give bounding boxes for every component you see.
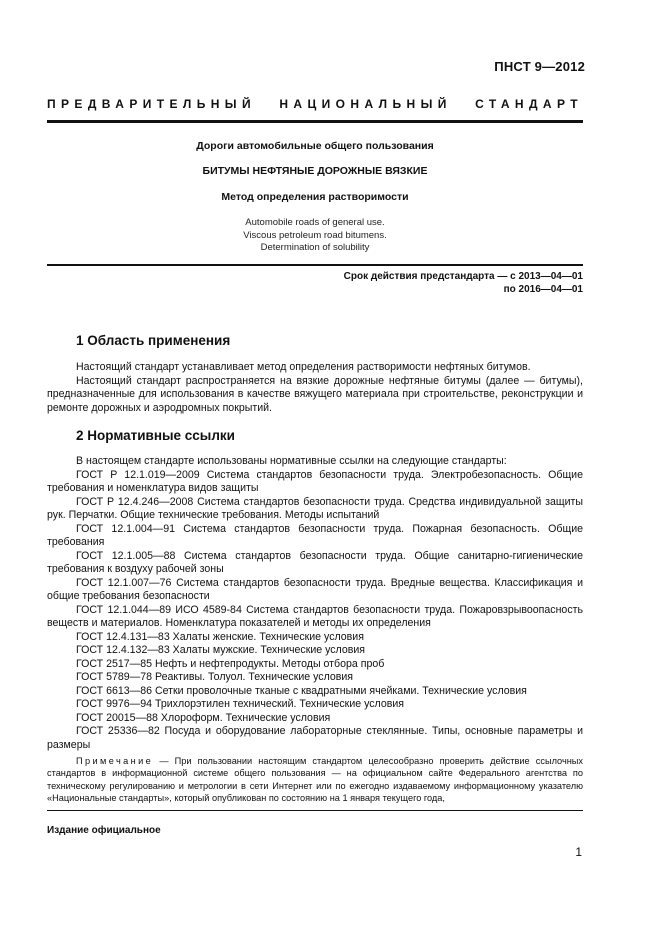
reference-item: ГОСТ 2517—85 Нефть и нефтепродукты. Методы отбора проб [76,657,385,670]
reference-item: ГОСТ 9976—94 Трихлорэтилен технический. Технические условия [76,698,405,710]
reference-item: ГОСТ 6613—86 Сетки проволочные тканые с квадратными ячейками. Технические условия [76,684,527,697]
document-code: ПНСТ 9—2012 [494,59,585,74]
note-label: Примечание [76,756,154,766]
banner-word-national: НАЦИОНАЛЬНЫЙ [279,97,452,111]
title-divider [47,264,583,266]
section-2-heading: 2 Нормативные ссылки [76,428,235,443]
title-line-3: Метод определения растворимости [221,191,409,203]
page-number: 1 [575,845,582,859]
reference-item: ГОСТ Р 12.1.019—2009 Система стандартов безопасности труда. Электробезопасность. Общие требования и номенклатура видов защиты [47,468,583,494]
reference-item: ГОСТ 12.1.044—89 ИСО 4589-84 Система стандартов безопасности труда. Пожаровзрывоопасность веществ и материалов. Номенклатура показателей и методы их определения [47,603,583,629]
section-1-body [47,361,583,415]
reference-item: ГОСТ 12.4.131—83 Халаты женские. Технические условия [76,630,364,643]
english-title-line-2: Viscous petroleum road bitumens. [243,229,387,241]
note-paragraph [47,755,583,804]
validity-period [344,270,583,296]
reference-item: ГОСТ 25336—82 Посуда и оборудование лабораторные стеклянные. Типы, основные параметры и размеры [47,725,583,751]
banner-word-standard: СТАНДАРТ [475,97,583,111]
section-2-body [47,455,583,752]
reference-item: ГОСТ 5789—78 Реактивы. Толуол. Технические условия [76,671,354,683]
title-line-2: БИТУМЫ НЕФТЯНЫЕ ДОРОЖНЫЕ ВЯЗКИЕ [202,165,428,177]
reference-item: ГОСТ 12.1.004—91 Система стандартов безопасности труда. Пожарная безопасность. Общие требования [47,522,583,548]
section-1-paragraph: Настоящий стандарт устанавливает метод определения растворимости нефтяных битумов. [76,361,531,373]
footer-divider [47,810,583,811]
standard-banner [47,97,583,111]
section-1-paragraph: Настоящий стандарт распространяется на вязкие дорожные нефтяные битумы (далее — битумы), предназначенные для использования в качестве вяжущего материала при строительстве, реконструкции и ремонте дорожных и аэродромных покрытий. [47,374,583,414]
title-line-1: Дороги автомобильные общего пользования [196,140,434,152]
validity-line-2: по 2016—04—01 [503,284,583,295]
note-text: — При пользовании настоящим стандартом целесообразно проверить действие ссылочных стандартов в информационной системе общего пользования — на официальном сайте Федерального агентства по техническому регулированию и метрологии в сети Интернет или по ежегодно издаваемому информационному указателю «Национальные стандарты», который опубликован по состоянию на 1 января текущего года, [47,756,583,803]
english-title [47,217,583,255]
references-intro: В настоящем стандарте использованы нормативные ссылки на следующие стандарты: [76,455,507,467]
banner-divider [47,120,583,123]
validity-line-1: Срок действия предстандарта — с 2013—04—01 [343,271,583,282]
reference-item: ГОСТ 20015—88 Хлороформ. Технические условия [76,711,331,724]
reference-item: ГОСТ 12.1.005—88 Система стандартов безопасности труда. Общие санитарно-гигиенические требования к воздуху рабочей зоны [47,549,583,575]
reference-item: ГОСТ Р 12.4.246—2008 Система стандартов безопасности труда. Средства индивидуальной защиты рук. Перчатки. Общие технические требования. Методы испытаний [47,495,583,521]
references-note [47,755,583,804]
english-title-line-3: Determination of solubility [260,242,370,253]
official-edition-label: Издание официальное [47,825,161,836]
english-title-line-1: Automobile roads of general use. [245,217,385,228]
banner-word-preliminary: ПРЕДВАРИТЕЛЬНЫЙ [47,97,256,111]
section-1-heading: 1 Область применения [76,333,231,348]
reference-item: ГОСТ 12.1.007—76 Система стандартов безопасности труда. Вредные вещества. Классификация и общие требования безопасности [47,576,583,602]
reference-item: ГОСТ 12.4.132—83 Халаты мужские. Технические условия [76,644,366,656]
